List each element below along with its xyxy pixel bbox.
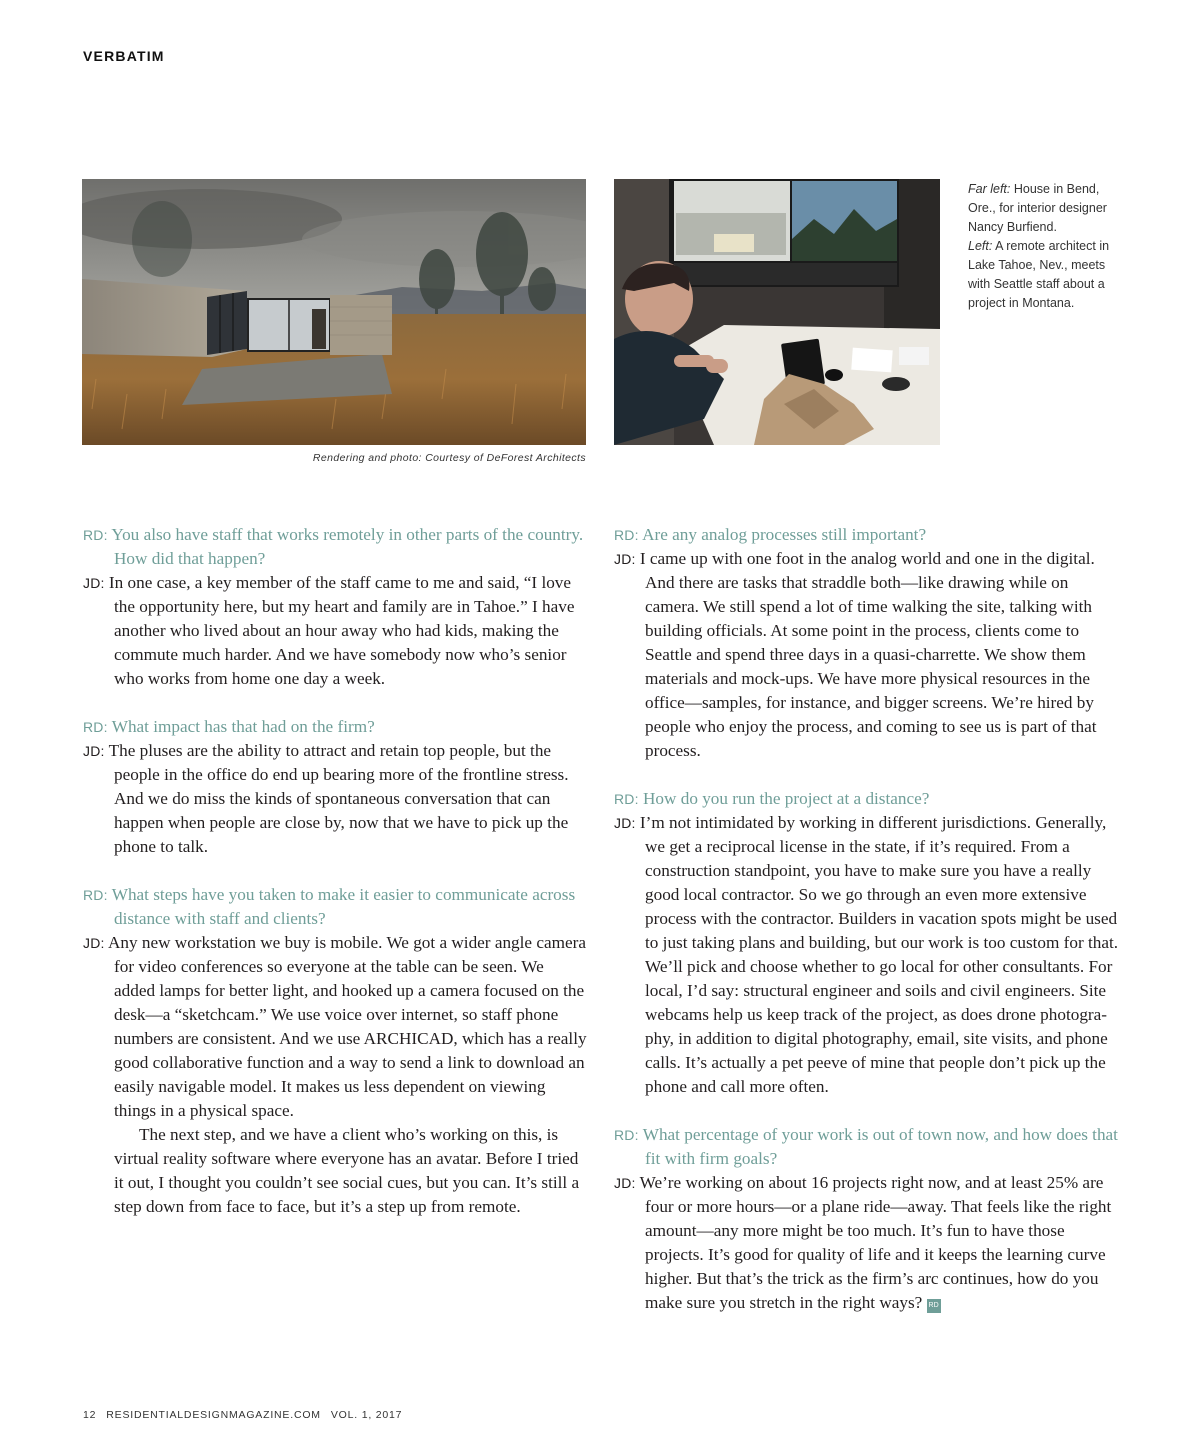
speaker-label: RD: [83, 719, 108, 735]
answer-text: Any new workstation we buy is mobile. We got a wider angle camera for video conferences so everyone at the table can be seen. We added lamps for better light, and hooked up a camera focused on the desk—a “sketchcam.” We use voice over internet, so staff phone numbers are consistent. And we use ARCHICAD, which has a really good collaborative function and a way to send a link to download an easily navigable model. It makes us less dependent on viewing things in a physical space. [107, 933, 587, 1120]
qa-block [614, 523, 1119, 763]
speaker-label: RD: [614, 791, 639, 807]
question [83, 715, 588, 739]
answer-text: I’m not intimidated by working in different jurisdictions. Generally, we get a reciprocal license in the state, if it’s required. From a construction standpoint, you have to make sure you have a really good local contractor. So we go through an even more extensive process with the contractor. Builders in vacation spots might be used to just taking plans and building, but our work is too custom for that. We’ll pick and choose whether to go local for other consultants. For local, I’d say: structural engineer and soils and civil engineers. Site webcams help us keep track of the project, as does drone photography, in addition to digital photography, email, site visits, and phone calls. It’s actually a pet peeve of mine that people don’t pick up the phone and call more often. [639, 813, 1119, 1096]
qa-block [614, 1123, 1119, 1315]
question-text: What percentage of your work is out of town now, and how does that fit with firm goals? [642, 1125, 1118, 1168]
far-left-label: Far left: [968, 182, 1011, 196]
question-text: What impact has that had on the firm? [111, 717, 375, 736]
end-mark-icon: RD [927, 1299, 941, 1313]
answer-text: In one case, a key member of the staff came to me and said, “I love the opportunity here, but my heart and family are in Tahoe.” I have another who lived about an hour away who had kids, making the commute much harder. And we have somebody now who’s senior who works from home one day a week. [108, 573, 575, 688]
section-label: VERBATIM [83, 48, 165, 64]
speaker-label: JD: [614, 815, 636, 831]
speaker-label: RD: [83, 527, 108, 543]
house-rendering-image [82, 179, 586, 445]
answer-text: I came up with one foot in the analog world and one in the digital. And there are tasks that straddle both—like drawing while on camera. We still spend a lot of time walking the site, talking with building officials. At some point in the process, clients come to Seattle and spend three days in a quasi-charrette. We show them materials and mock-ups. We have more physical resources in the office—samples, for instance, and bigger screens. We’re hired by people who enjoy the process, and coming to see us is part of that process. [639, 549, 1097, 760]
answer-continued: The next step, and we have a client who’s working on this, is virtual reality software where everyone has an avatar. Before I tried it out, I thought you couldn’t see social cues, but you can. It’s still a step down from face to face, but it’s a step up from remote. [114, 1125, 580, 1216]
answer [83, 571, 588, 691]
speaker-label: JD: [614, 551, 636, 567]
speaker-label: RD: [614, 527, 639, 543]
photo-credit: Rendering and photo: Courtesy of DeForest Architects [312, 452, 586, 464]
qa-block [614, 787, 1119, 1099]
question [83, 883, 588, 931]
answer [83, 739, 588, 859]
answer [614, 547, 1119, 763]
photo-caption [968, 180, 1128, 313]
question [614, 1123, 1119, 1171]
answer [614, 811, 1119, 1099]
left-column [83, 523, 588, 1243]
question [614, 523, 1119, 547]
qa-block [83, 715, 588, 859]
answer-text: The pluses are the ability to attract and retain top people, but the people in the office do end up bearing more of the frontline stress. And we do miss the kinds of spontaneous conversation that can happen when people are close by, now that we have to pick up the phone to talk. [108, 741, 569, 856]
speaker-label: RD: [83, 887, 108, 903]
footer-issue: VOL. 1, 2017 [330, 1409, 403, 1421]
speaker-label: JD: [83, 935, 105, 951]
left-label: Left: [968, 239, 993, 253]
left-caption: A remote architect in Lake Tahoe, Nev., meets with Seattle staff about a project in Montana. [968, 239, 1110, 310]
answer [614, 1171, 1119, 1315]
remote-meeting-photo [614, 179, 940, 445]
question-text: Are any analog processes still important? [642, 525, 927, 544]
page-number: 12 [83, 1409, 97, 1421]
speaker-label: JD: [614, 1175, 636, 1191]
question [83, 523, 588, 571]
speaker-label: JD: [83, 575, 105, 591]
qa-block [83, 883, 588, 1219]
question-text: What steps have you taken to make it easier to communicate across distance with staff and clients? [111, 885, 576, 928]
footer-site: RESIDENTIALDESIGNMAGAZINE.COM [106, 1409, 321, 1421]
question-text: How do you run the project at a distance? [643, 789, 930, 808]
answer-text: We’re working on about 16 projects right now, and at least 25% are four or more hours—or a plane ride—away. That feels like the right amount—any more might be too much. It’s fun to have those projects. It’s good for quality of life and it keeps the learning curve higher. But that’s the trick as the firm’s arc continues, how do you make sure you stretch in the right ways? [639, 1173, 1112, 1312]
speaker-label: JD: [83, 743, 105, 759]
qa-block [83, 523, 588, 691]
question-text: You also have staff that works remotely in other parts of the country. How did that happen? [111, 525, 584, 568]
question [614, 787, 1119, 811]
answer [83, 931, 588, 1123]
far-left-caption: House in Bend, Ore., for interior designer Nancy Burfiend. [968, 182, 1107, 234]
speaker-label: RD: [614, 1127, 639, 1143]
right-column [614, 523, 1119, 1339]
page-footer [83, 1409, 412, 1421]
